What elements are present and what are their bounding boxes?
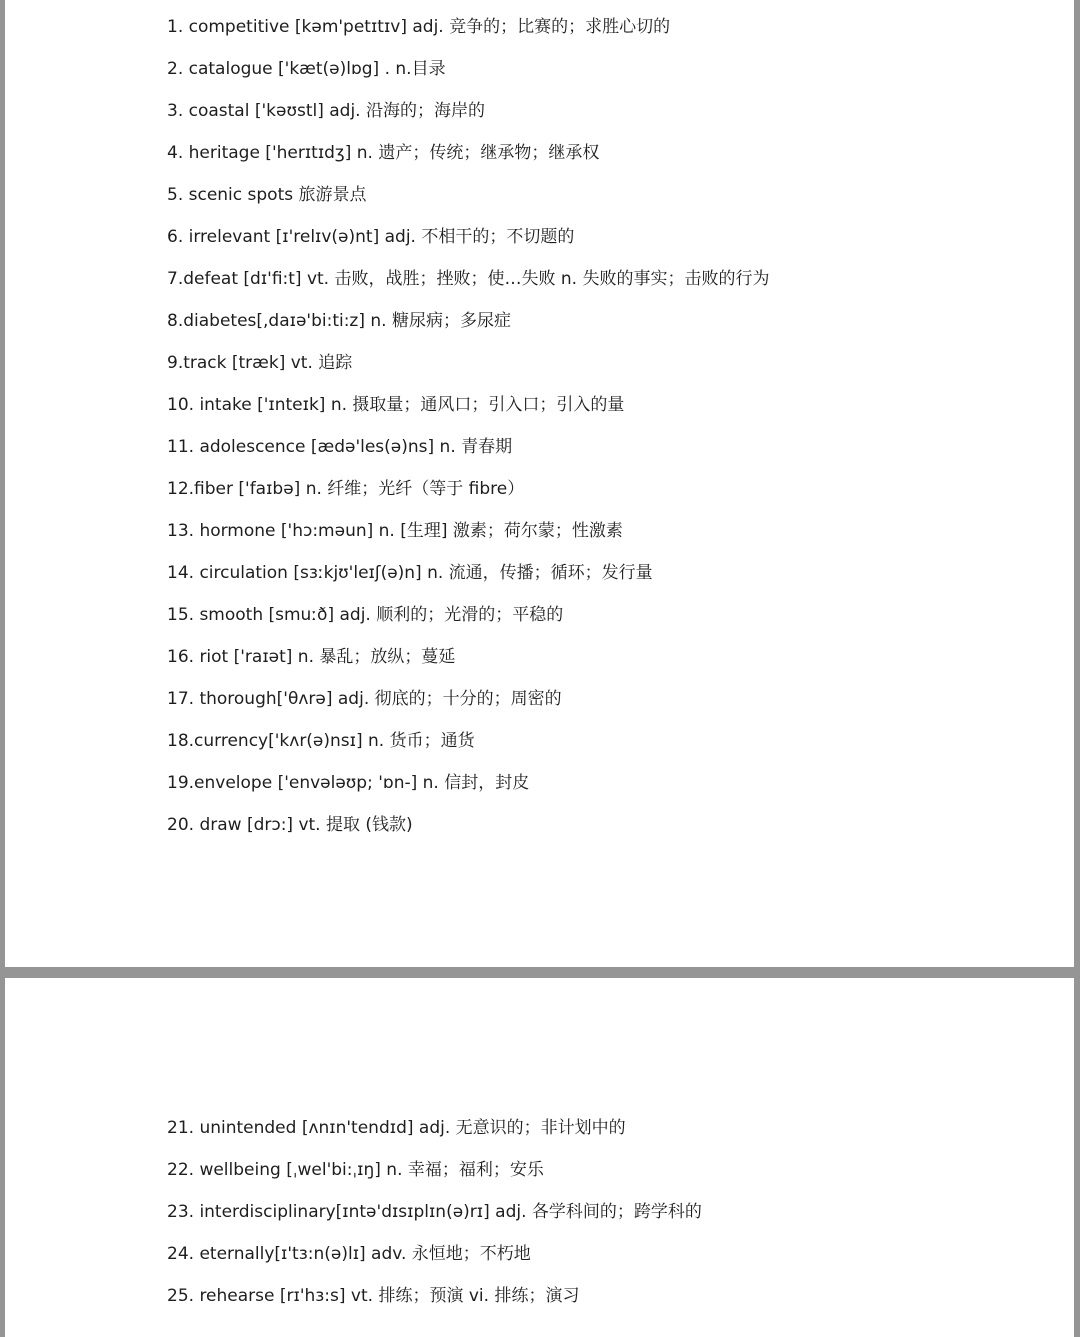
vocab-entry: 4. heritage ['herɪtɪdʒ] n. 遗产；传统；继承物；继承权 (167, 143, 600, 163)
vocab-entry: 2. catalogue ['kæt(ə)lɒg] . n.目录 (167, 59, 446, 79)
vocab-entry: 14. circulation [sɜːkjʊ'leɪʃ(ə)n] n. 流通，传播；循环；发行量 (167, 563, 653, 583)
vocab-entry: 25. rehearse [rɪ'hɜ:s] vt. 排练；预演 vi. 排练；演习 (167, 1286, 580, 1306)
vocab-entry: 8.diabetes[,daɪə'bi:ti:z] n. 糖尿病；多尿症 (167, 311, 511, 331)
vocab-entry: 1. competitive [kəm'petɪtɪv] adj. 竞争的；比赛的；求胜心切的 (167, 17, 671, 37)
vocab-entry: 3. coastal ['kəʊstl] adj. 沿海的；海岸的 (167, 101, 485, 121)
vocab-entry: 19.envelope ['envələʊp; 'ɒn-] n. 信封，封皮 (167, 773, 530, 793)
vocab-entry: 24. eternally[ɪ'tɜ:n(ə)lɪ] adv. 永恒地；不朽地 (167, 1244, 531, 1264)
vocab-entry: 23. interdisciplinary[ɪntə'dɪsɪplɪn(ə)rɪ] adj. 各学科间的；跨学科的 (167, 1202, 702, 1222)
vocab-entry: 21. unintended [ʌnɪn'tendɪd] adj. 无意识的；非计划中的 (167, 1118, 626, 1138)
vocab-entry: 22. wellbeing [ˌwel'bi:ˌɪŋ] n. 幸福；福利；安乐 (167, 1160, 544, 1180)
document-page-1 (5, 0, 1074, 967)
vocab-entry: 6. irrelevant [ɪ'relɪv(ə)nt] adj. 不相干的；不切题的 (167, 227, 575, 247)
vocab-entry: 17. thorough['θʌrə] adj. 彻底的；十分的；周密的 (167, 689, 562, 709)
document-page-2 (5, 978, 1074, 1337)
vocab-entry: 10. intake ['ɪnteɪk] n. 摄取量；通风口；引入口；引入的量 (167, 395, 625, 415)
vocab-entry: 5. scenic spots 旅游景点 (167, 185, 367, 205)
vocab-entry: 13. hormone ['hɔ:məun] n. [生理] 激素；荷尔蒙；性激素 (167, 521, 623, 541)
vocab-entry: 20. draw [drɔ:] vt. 提取 (钱款) (167, 815, 413, 835)
vocab-entry: 16. riot ['raɪət] n. 暴乱；放纵；蔓延 (167, 647, 456, 667)
vocab-entry: 15. smooth [smuːð] adj. 顺利的；光滑的；平稳的 (167, 605, 564, 625)
vocab-entry: 12.fiber ['faɪbə] n. 纤维；光纤（等于 fibre） (167, 479, 525, 499)
vocab-entry: 9.track [træk] vt. 追踪 (167, 353, 353, 373)
vocab-entry: 11. adolescence [ædə'les(ə)ns] n. 青春期 (167, 437, 513, 457)
vocab-entry: 18.currency['kʌr(ə)nsɪ] n. 货币；通货 (167, 731, 475, 751)
vocab-entry: 7.defeat [dɪ'fi:t] vt. 击败，战胜；挫败；使…失败 n. 失败的事实；击败的行为 (167, 269, 770, 289)
